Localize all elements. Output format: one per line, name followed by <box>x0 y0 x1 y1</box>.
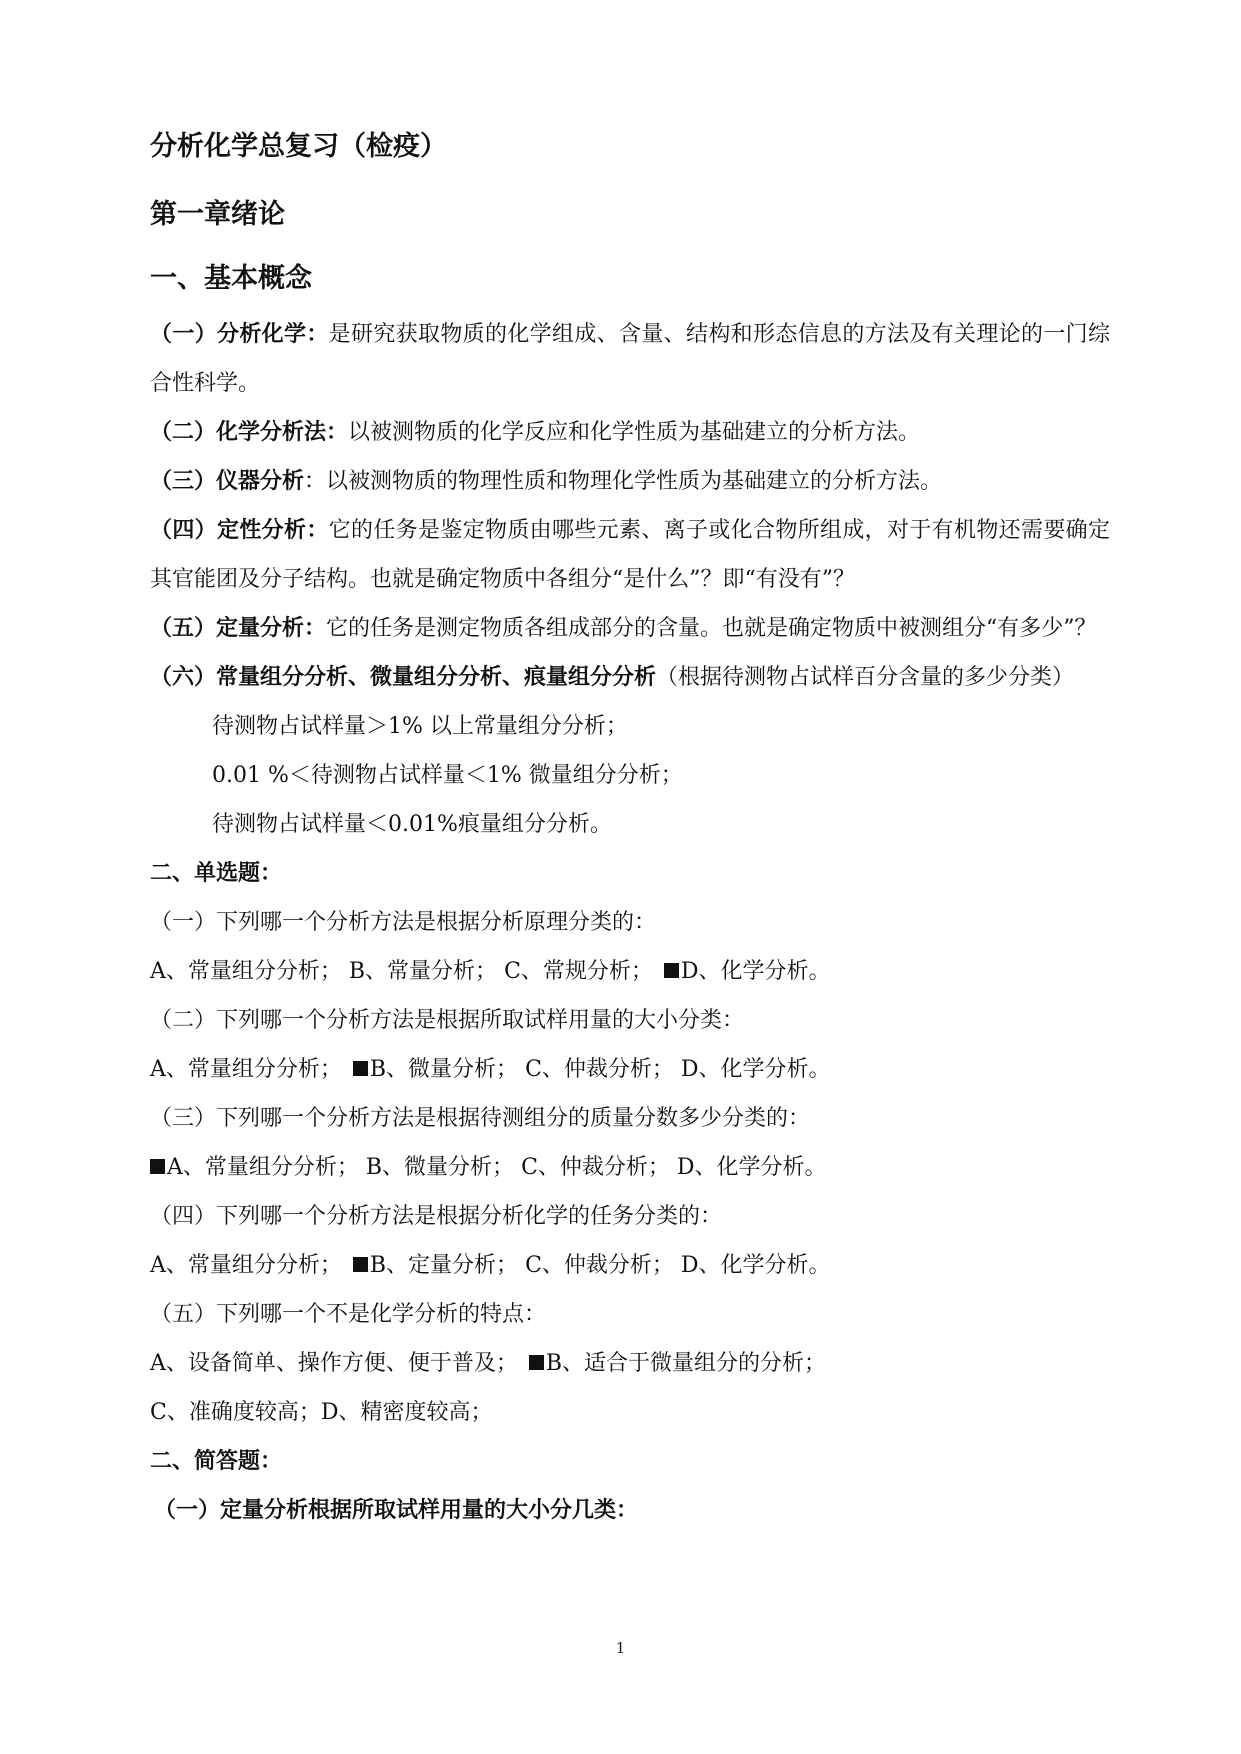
option-c: C、仲裁分析； <box>525 1253 674 1278</box>
option-a: A、常量组分分析； <box>150 1057 342 1082</box>
concept-paragraph <box>150 506 1110 604</box>
option-c: C、准确度较高； <box>150 1400 321 1425</box>
option-b: B、定量分析； <box>369 1253 519 1278</box>
range-line-trace: 待测物占试样量＜0.01%痕量组分分析。 <box>212 812 612 837</box>
range-line-minor: 0.01 %＜待测物占试样量＜1% 微量组分分析； <box>212 763 683 788</box>
option-c: C、仲裁分析； <box>525 1057 674 1082</box>
concept-text: 以被测物质的化学反应和化学性质为基础建立的分析方法。 <box>348 420 921 445</box>
short-answer-question: （一）定量分析根据所取试样用量的大小分几类： <box>154 1498 639 1523</box>
option-b: B、微量分析； <box>365 1155 515 1180</box>
concept-term: （三）仪器分析 <box>150 469 305 494</box>
correct-answer-marker-icon <box>529 1355 544 1370</box>
correct-answer-marker-icon <box>353 1061 368 1076</box>
correct-answer-marker-icon <box>150 1159 165 1174</box>
option-b: B、微量分析； <box>369 1057 519 1082</box>
document-title: 分析化学总复习（检疫） <box>150 131 447 162</box>
concept-text: ：以被测物质的物理性质和物理化学性质为基础建立的分析方法。 <box>304 469 943 494</box>
correct-answer-marker-icon <box>353 1257 368 1272</box>
answer-options <box>150 1045 1110 1094</box>
concept-text: 它的任务是测定物质各组成部分的含量。也就是确定物质中被测组分“有多少”？ <box>326 616 1097 641</box>
question-text: （五）下列哪一个不是化学分析的特点： <box>150 1302 547 1327</box>
answer-options <box>150 1241 1110 1290</box>
option-d: D、化学分析。 <box>680 1057 831 1082</box>
document-body <box>150 128 1110 1535</box>
section-heading-single-choice: 二、单选题： <box>150 861 283 886</box>
concept-term: （六）常量组分分析、微量组分分析、痕量组分分析 <box>150 665 657 690</box>
chapter-heading: 第一章绪论 <box>150 199 285 230</box>
option-c: C、常规分析； <box>504 959 653 984</box>
section-heading-short-answer: 二、简答题： <box>150 1449 283 1474</box>
concept-term: （二）化学分析法： <box>150 420 349 445</box>
concept-paragraph <box>150 604 1110 653</box>
answer-options <box>150 1339 1110 1388</box>
concept-paragraph <box>150 408 1110 457</box>
range-line-major: 待测物占试样量＞1% 以上常量组分分析； <box>212 714 628 739</box>
answer-options <box>150 1388 1110 1437</box>
correct-answer-marker-icon <box>664 963 679 978</box>
question-text: （一）下列哪一个分析方法是根据分析原理分类的： <box>150 910 657 935</box>
concept-paragraph <box>150 653 1110 702</box>
concept-text: 它的任务是鉴定物质由哪些元素、离子或化合物所组成，对于有机物还需要确定其官能团及分子结构。也就是确定物质中各组分“是什么”？即“有没有”？ <box>150 518 1110 592</box>
concept-text: （根据待测物占试样百分含量的多少分类） <box>656 665 1075 690</box>
concept-term: （四）定性分析： <box>150 518 329 543</box>
option-d: D、化学分析。 <box>676 1155 827 1180</box>
question-text: （三）下列哪一个分析方法是根据待测组分的质量分数多少分类的： <box>150 1106 811 1131</box>
option-b: B、适合于微量组分的分析； <box>545 1351 827 1376</box>
option-a: A、常量组分分析； <box>150 1253 342 1278</box>
option-d: D、化学分析。 <box>680 1253 831 1278</box>
option-b: B、常量分析； <box>348 959 498 984</box>
option-c: C、仲裁分析； <box>521 1155 670 1180</box>
option-a: A、常量组分分析； <box>167 1155 359 1180</box>
concept-term: （五）定量分析： <box>150 616 327 641</box>
section-heading-basic-concepts: 一、基本概念 <box>150 263 312 294</box>
answer-options <box>150 1143 1110 1192</box>
option-d: D、化学分析。 <box>680 959 831 984</box>
page-number: 1 <box>615 1639 626 1657</box>
concept-text: 是研究获取物质的化学组成、含量、结构和形态信息的方法及有关理论的一门综合性科学。 <box>150 322 1110 396</box>
question-text: （二）下列哪一个分析方法是根据所取试样用量的大小分类： <box>150 1008 745 1033</box>
concept-paragraph <box>150 457 1110 506</box>
concept-term: （一）分析化学： <box>150 322 329 347</box>
option-a: A、常量组分分析； <box>150 959 342 984</box>
concept-paragraph <box>150 310 1110 408</box>
option-a: A、设备简单、操作方便、便于普及； <box>150 1351 518 1376</box>
question-text: （四）下列哪一个分析方法是根据分析化学的任务分类的： <box>150 1204 723 1229</box>
option-d: D、精密度较高； <box>320 1400 493 1425</box>
answer-options <box>150 947 1110 996</box>
